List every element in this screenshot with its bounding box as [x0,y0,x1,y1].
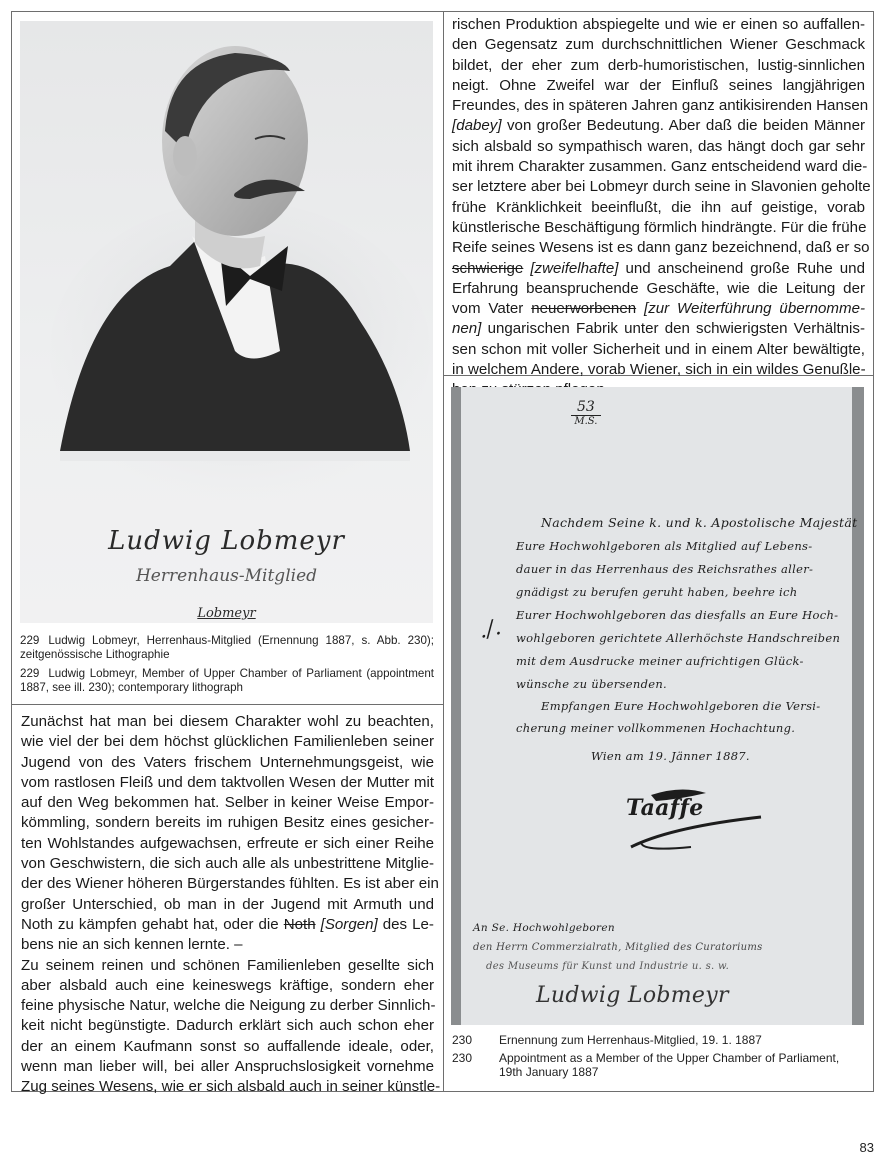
text-line: bens nie an sich kennen lernte. – [21,936,243,954]
margin-mark: ./. [476,614,504,645]
manuscript-line: Nachdem Seine k. und k. Apostolische Majestät [541,515,858,530]
manuscript-line: Eure Hochwohlgeboren als Mitglied auf Lebens- [516,539,813,553]
text-line: bildet, der eher zum derb-humoristischen, lustig-sinnlichen [452,56,865,74]
text-line-with-insert: [dabey] von großer Bedeutung. Aber daß die beiden Männer [452,117,865,135]
portrait-title-inscription: Herrenhaus-Mitglied [135,566,318,586]
text-line: künstlerische Beschäftigung förmlich hindrängte. Für die frühe [452,218,867,236]
text-line: feine physische Natur, welche die Neigung zu derber Sinnlich- [21,997,436,1015]
struck-word: Noth [283,915,316,933]
text-line: kömmling, sondern bereits im ruhigen Besitz eines gesicher- [21,814,434,832]
editorial-insert: [zweifelhafte] [530,259,619,277]
address-line: An Se. Hochwohlgeboren [473,922,615,934]
text-line: auf den Weg bekommen hat. Selber in keiner Weise Empor- [21,794,434,812]
manuscript-line: wünsche zu übersenden. [516,677,668,691]
right-body-text [452,15,871,401]
caption-229-de: 229 Ludwig Lobmeyr, Herrenhaus-Mitglied (Ernennung 1887, s. Abb. 230); zeitgenössische Lithographie [20,634,434,661]
figure-229-caption [20,634,434,700]
editorial-insert: [zur Weiterführung übernomme- [644,300,865,318]
editorial-insert: [dabey] [452,117,502,135]
portrait-signature: Lobmeyr [197,606,256,621]
struck-word: neuerworbenen [531,300,637,318]
text-line: Zu seinem reinen und schönen Familienleben gesellte sich [21,956,434,974]
text-line: Reife seines Wesens ist es dann ganz bezeichnend, daß er so [452,239,870,257]
text-line: Freundes, des in späteren Jahren ganz antikisirenden Hansen [452,97,869,115]
page-number: 83 [859,1140,874,1155]
folio-number: 53 M.S. [571,399,601,427]
caption-230-de: 230 Ernennung zum Herrenhaus-Mitglied, 19. 1. 1887 [452,1033,762,1047]
manuscript-date: Wien am 19. Jänner 1887. [591,749,750,763]
address-line: den Herrn Commerzialrath, Mitglied des Curatoriums [473,942,763,953]
text-line: sen schon mit voller Sicherheit und in einem Alter bewältigte, [452,340,865,358]
text-line: ser letztere aber bei Lobmeyr durch seine in Slavonien geholte [452,178,871,196]
scan-edge-left [451,387,461,1025]
left-divider [11,704,444,705]
text-line-with-insert: nen] ungarischen Fabrik unter den schwierigsten Verhältnis- [452,320,865,338]
text-line: keit nicht begünstigte. Dadurch erklärt sich auch schon eher [21,1017,434,1035]
text-line: neigt. Ohne Zweifel war der Einfluß seines langjährigen [452,76,865,94]
text-line: wie viel der bei dem höchst glücklichen Familienleben seiner [21,733,434,751]
caption-229-en: 229 Ludwig Lobmeyr, Member of Upper Chamber of Parliament (appointment 1887, see ill. 230); contemporary lithograph [20,667,434,694]
text-line: vom rastlosen Fleiß und dem taktvollen Wesen der Mutter mit [21,773,434,791]
manuscript-letter [451,387,864,1025]
text-line: sich alsbald so sympathisch waren, das hängt doch gar sehr [452,137,865,155]
text-line: rischen Produktion abspiegelte und wie er einen so auffallen- [452,16,865,33]
text-line: Jugend von des Vaters frischem Unternehmungsgeist, wie [21,753,434,771]
signature-taaffe: Taaffe [626,795,704,821]
manuscript-line: dauer in das Herrenhaus des Reichsrathes aller- [516,562,814,576]
manuscript-line: Empfangen Eure Hochwohlgeboren die Versi- [541,699,821,713]
manuscript-line: gnädigst zu berufen geruht haben, beehre ich [516,585,798,599]
manuscript-line: wohlgeboren gerichtete Allerhöchste Handschreiben [516,631,841,645]
text-line-with-correction: vom Vater neuerworbenen [zur Weiterführung übernomme- [452,300,865,318]
caption-230-en: 230 Appointment as a Member of the Upper Chamber of Parliament, 19th January 1887 [452,1051,840,1079]
text-line: Zug seines Wesens, wie er sich alsbald auch in seiner künstle- [21,1078,441,1096]
editorial-insert: nen] [452,320,482,338]
scan-edge-right [852,387,864,1025]
manuscript-line: Eurer Hochwohlgeboren das diesfalls an Eure Hoch- [516,608,839,622]
text-line-with-correction: Noth zu kämpfen gehabt hat, oder die Noth [Sorgen] des Le- [21,915,434,933]
portrait-lithograph [20,21,433,623]
text-line: in welchem Andere, vorab Wiener, sich in ein wildes Genußle- [452,361,866,379]
portrait-name-inscription: Ludwig Lobmeyr [108,526,345,556]
text-line-with-correction: schwierige [zweifelhafte] und anscheinend große Ruhe und [452,259,865,277]
struck-word: schwierige [452,259,524,277]
text-line: ten Wohlstandes aufgewachsen, erfreute er sich einer Reihe [21,834,434,852]
address-name: Ludwig Lobmeyr [536,983,729,1008]
text-line: Zunächst hat man bei diesem Charakter wohl zu beachten, [21,713,434,730]
editorial-insert: [Sorgen] [320,915,378,933]
text-line: den Gegensatz zum durchschnittlichen Wiener Geschmack [452,36,865,54]
manuscript-line: cherung meiner vollkommenen Hochachtung. [516,721,796,735]
manuscript-line: mit dem Ausdrucke meiner aufrichtigen Glück- [516,654,804,668]
text-line: aber alsbald auch eine keineswegs kräftige, sondern eher [21,976,434,994]
text-line: der des Wiener höheren Bürgerstandes fühlten. Es ist aber ein [21,875,439,893]
left-body-text [21,712,441,1098]
text-line: der an einem Kaufmann sonst so auffallende ideale, oder, [21,1037,434,1055]
figure-230-caption [452,1033,872,1079]
text-line: Erfahrung beanspruchende Geschäfte, wie die Leitung der [452,279,865,297]
text-line: großer Unterschied, ob man in der Jugend mit Armuth und [21,895,434,913]
text-line: mit ihrem Charakter zusammen. Ganz entscheidend ward die- [452,158,868,176]
address-line: des Museums für Kunst und Industrie u. s. w. [486,961,730,972]
text-line: frühe Kränklichkeit beeinflußt, die ihn auf geistige, vorab [452,198,865,216]
text-line: wenn man lieber will, bei aller Anspruchslosigkeit vornehme [21,1058,434,1076]
text-line: von Geschwistern, die sich auch alle als unbestrittene Mitglie- [21,855,434,873]
